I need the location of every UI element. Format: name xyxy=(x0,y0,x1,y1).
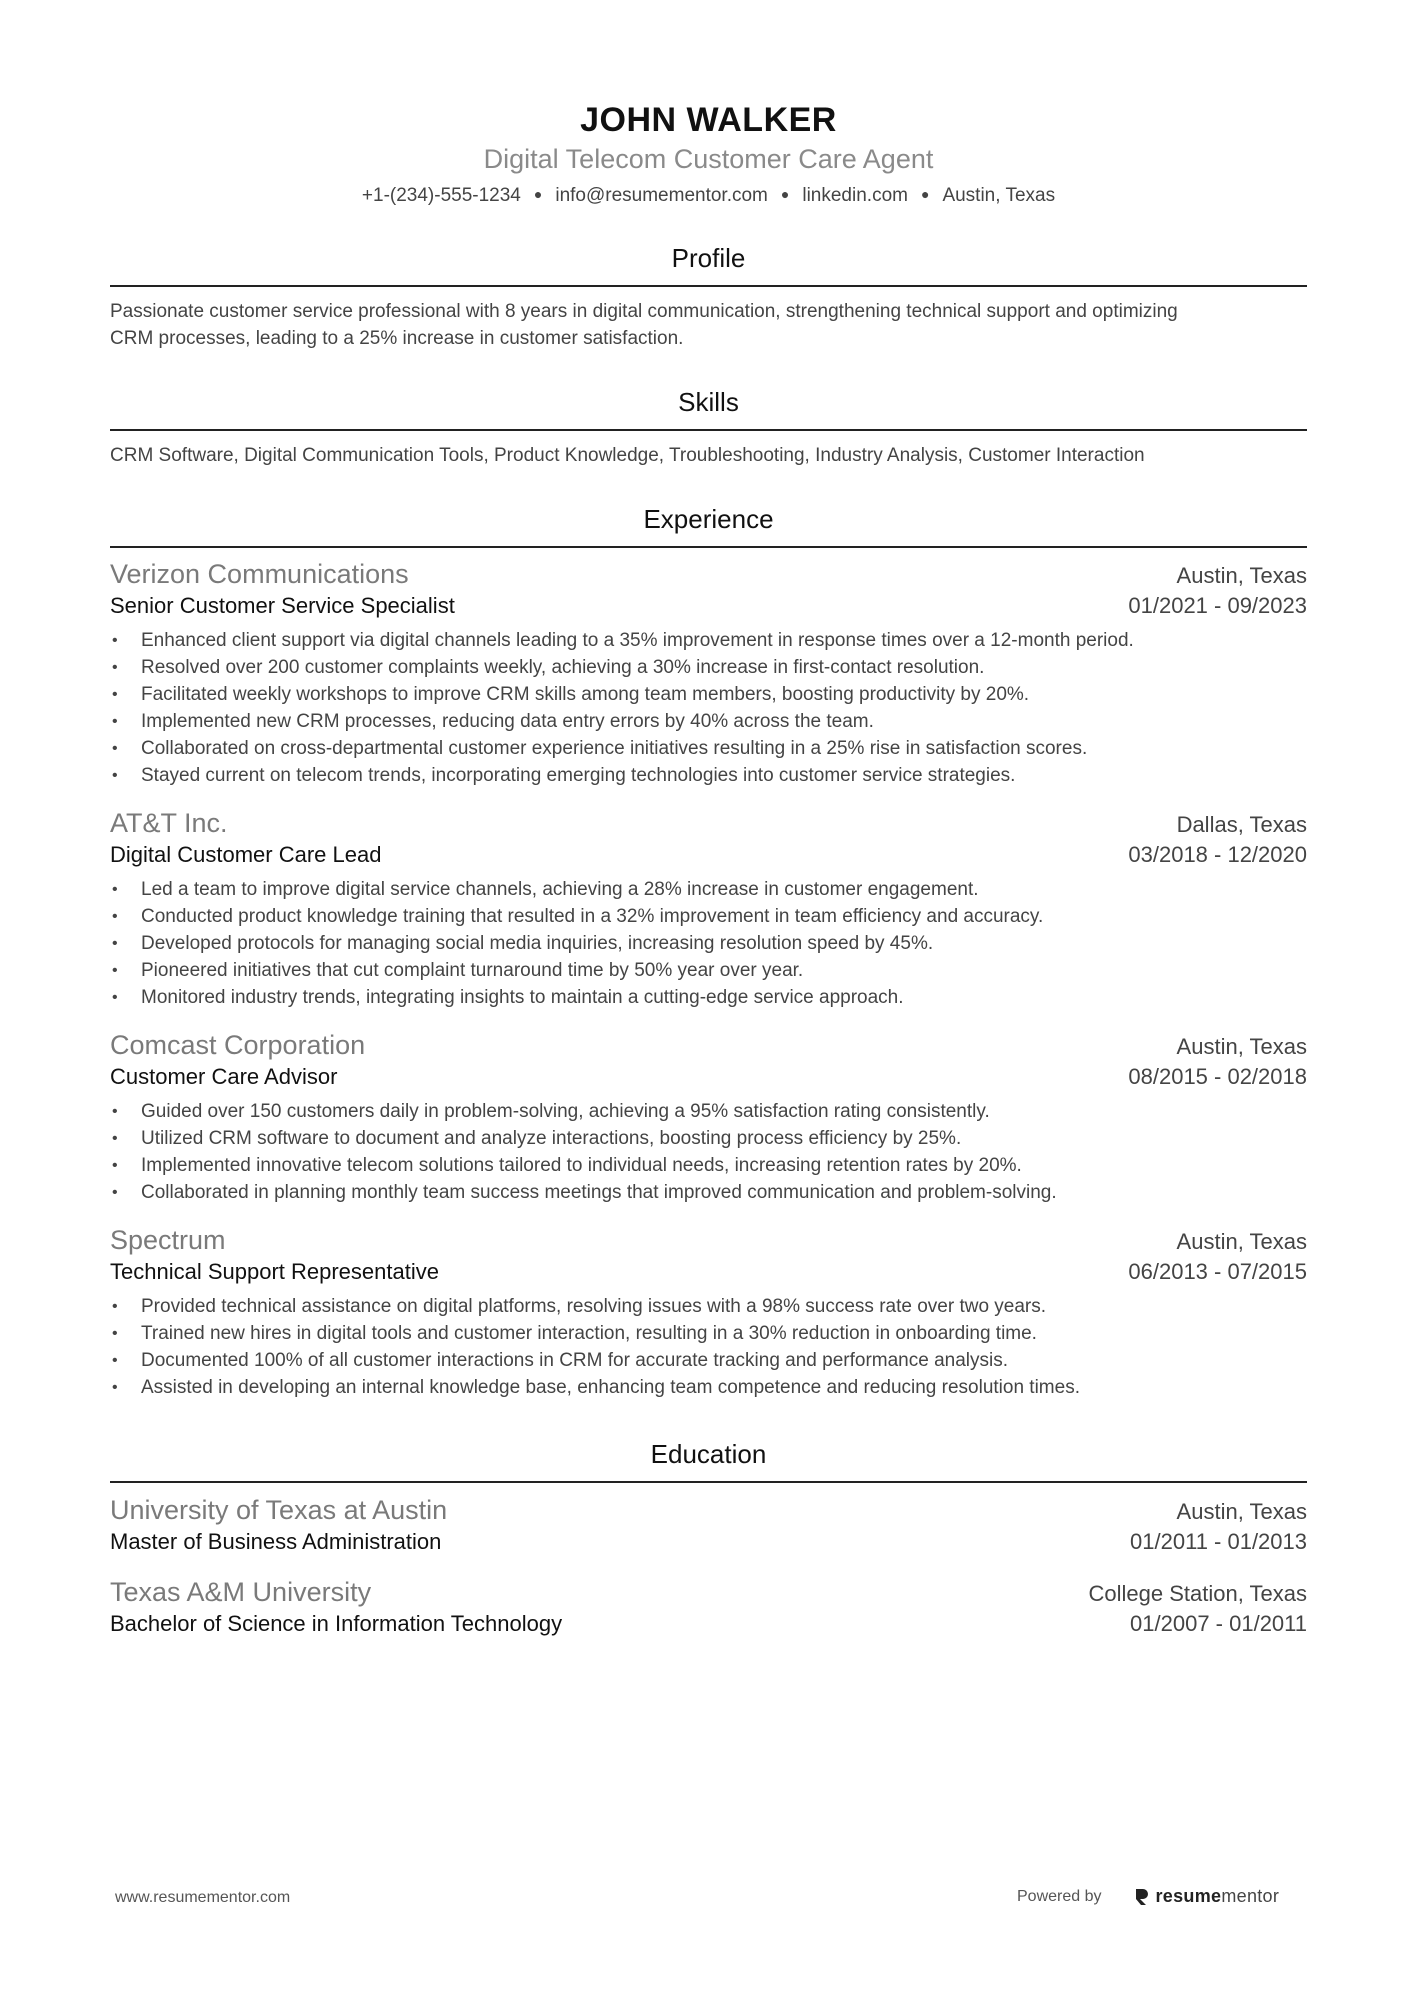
footer-website[interactable]: www.resumementor.com xyxy=(115,1889,291,1906)
contact-email[interactable]: info@resumementor.com xyxy=(555,185,768,206)
bullet-item: • Facilitated weekly workshops to improve CRM skills among team members, boosting productivity by 20%. xyxy=(110,681,1307,708)
section-divider xyxy=(110,429,1307,431)
bullet-item: • Implemented innovative telecom solutions tailored to individual needs, increasing retention rates by 20%. xyxy=(110,1152,1307,1179)
job-header xyxy=(110,1028,1307,1062)
education-entry xyxy=(110,1493,1307,1557)
job-role: Customer Care Advisor xyxy=(110,1064,338,1089)
job-subheader xyxy=(110,840,1307,870)
job-dates: 01/2021 - 09/2023 xyxy=(1128,593,1307,618)
job-location: Austin, Texas xyxy=(1176,1034,1307,1059)
education-degree: Master of Business Administration xyxy=(110,1529,442,1554)
bullet-item: • Trained new hires in digital tools and customer interaction, resulting in a 30% reduction in onboarding time. xyxy=(110,1320,1307,1347)
contact-location: Austin, Texas xyxy=(942,185,1056,206)
resume-header xyxy=(110,0,1307,210)
job-subheader xyxy=(110,1062,1307,1092)
job-bullets xyxy=(110,627,1307,789)
job-entry xyxy=(110,557,1307,789)
job-role: Technical Support Representative xyxy=(110,1259,439,1284)
profile-line: Passionate customer service professional with 8 years in digital communication, strengthening technical support and optimizing xyxy=(110,301,1178,322)
brand-name-light: mentor xyxy=(1221,1886,1280,1906)
section-divider xyxy=(110,285,1307,287)
job-role: Digital Customer Care Lead xyxy=(110,842,382,867)
job-dates: 03/2018 - 12/2020 xyxy=(1128,842,1307,867)
separator-dot: ● xyxy=(533,186,543,202)
education-degree: Bachelor of Science in Information Technology xyxy=(110,1611,563,1636)
education-subheader xyxy=(110,1609,1307,1639)
job-company: Comcast Corporation xyxy=(110,1030,366,1060)
job-bullets xyxy=(110,1098,1307,1206)
job-bullets xyxy=(110,876,1307,1011)
job-company: AT&T Inc. xyxy=(110,808,228,838)
education-school: Texas A&M University xyxy=(110,1577,372,1607)
job-header xyxy=(110,557,1307,591)
education-section xyxy=(110,1437,1307,1639)
job-entry xyxy=(110,806,1307,1011)
education-entry xyxy=(110,1575,1307,1639)
resume-page xyxy=(110,0,1307,1639)
bullet-item: • Collaborated on cross-departmental customer experience initiatives resulting in a 25% rise in satisfaction scores. xyxy=(110,735,1307,762)
job-location: Austin, Texas xyxy=(1176,1229,1307,1254)
education-header xyxy=(110,1493,1307,1527)
bullet-item: • Implemented new CRM processes, reducing data entry errors by 40% across the team. xyxy=(110,708,1307,735)
job-header xyxy=(110,806,1307,840)
bullet-item: • Pioneered initiatives that cut complaint turnaround time by 50% year over year. xyxy=(110,957,1307,984)
brand-logo[interactable] xyxy=(1134,1886,1280,1907)
education-location: Austin, Texas xyxy=(1176,1499,1307,1524)
contact-phone: +1-(234)-555-1234 xyxy=(361,185,521,206)
section-divider xyxy=(110,546,1307,548)
footer-branding xyxy=(1017,1886,1279,1907)
job-role: Senior Customer Service Specialist xyxy=(110,593,455,618)
profile-text xyxy=(110,298,1307,352)
experience-section xyxy=(110,502,1307,1401)
brand-name-bold: resume xyxy=(1155,1886,1222,1906)
separator-dot: ● xyxy=(920,186,930,202)
experience-heading: Experience xyxy=(643,504,774,534)
bullet-item: • Stayed current on telecom trends, incorporating emerging technologies into customer service strategies. xyxy=(110,762,1307,789)
resumementor-logo-icon xyxy=(1134,1887,1150,1907)
separator-dot: ● xyxy=(780,186,790,202)
bullet-item: • Led a team to improve digital service channels, achieving a 28% increase in customer engagement. xyxy=(110,876,1307,903)
job-entry xyxy=(110,1223,1307,1401)
bullet-item: • Resolved over 200 customer complaints weekly, achieving a 30% increase in first-contact resolution. xyxy=(110,654,1307,681)
bullet-item: • Utilized CRM software to document and analyze interactions, boosting process efficiency by 25%. xyxy=(110,1125,1307,1152)
job-dates: 06/2013 - 07/2015 xyxy=(1128,1259,1307,1284)
bullet-item: • Conducted product knowledge training that resulted in a 32% improvement in team efficiency and accuracy. xyxy=(110,903,1307,930)
education-dates: 01/2007 - 01/2011 xyxy=(1130,1611,1307,1636)
bullet-item: • Documented 100% of all customer interactions in CRM for accurate tracking and performance analysis. xyxy=(110,1347,1307,1374)
education-dates: 01/2011 - 01/2013 xyxy=(1130,1529,1307,1554)
bullet-item: • Provided technical assistance on digital platforms, resolving issues with a 98% success rate over two years. xyxy=(110,1293,1307,1320)
contact-line xyxy=(110,180,1307,210)
education-location: College Station, Texas xyxy=(1088,1581,1307,1606)
bullet-item: • Enhanced client support via digital channels leading to a 35% improvement in response times over a 12-month period. xyxy=(110,627,1307,654)
bullet-item: • Collaborated in planning monthly team success meetings that improved communication and problem-solving. xyxy=(110,1179,1307,1206)
powered-by-label: Powered by xyxy=(1017,1887,1102,1905)
education-header xyxy=(110,1575,1307,1609)
job-location: Dallas, Texas xyxy=(1176,812,1307,837)
job-subheader xyxy=(110,591,1307,621)
profile-section xyxy=(110,241,1307,352)
candidate-title: Digital Telecom Customer Care Agent xyxy=(483,144,934,174)
section-divider xyxy=(110,1481,1307,1483)
skills-text: CRM Software, Digital Communication Tools, Product Knowledge, Troubleshooting, Industry Analysis, Customer Interaction xyxy=(110,445,1145,466)
job-company: Spectrum xyxy=(110,1225,226,1255)
profile-heading: Profile xyxy=(671,243,746,273)
bullet-item: • Monitored industry trends, integrating insights to maintain a cutting-edge service approach. xyxy=(110,984,1307,1011)
education-school: University of Texas at Austin xyxy=(110,1495,448,1525)
job-header xyxy=(110,1223,1307,1257)
candidate-name: JOHN WALKER xyxy=(580,101,837,139)
skills-heading: Skills xyxy=(678,387,739,417)
bullet-item: • Guided over 150 customers daily in problem-solving, achieving a 95% satisfaction rating consistently. xyxy=(110,1098,1307,1125)
job-bullets xyxy=(110,1293,1307,1401)
job-subheader xyxy=(110,1257,1307,1287)
job-company: Verizon Communications xyxy=(110,559,409,589)
job-dates: 08/2015 - 02/2018 xyxy=(1128,1064,1307,1089)
bullet-item: • Developed protocols for managing social media inquiries, increasing resolution speed by 45%. xyxy=(110,930,1307,957)
contact-linkedin[interactable]: linkedin.com xyxy=(802,185,908,206)
profile-line: CRM processes, leading to a 25% increase in customer satisfaction. xyxy=(110,328,684,349)
education-heading: Education xyxy=(650,1439,767,1469)
job-location: Austin, Texas xyxy=(1176,563,1307,588)
bullet-item: • Assisted in developing an internal knowledge base, enhancing team competence and reducing resolution times. xyxy=(110,1374,1307,1401)
job-entry xyxy=(110,1028,1307,1206)
skills-section xyxy=(110,385,1307,469)
education-subheader xyxy=(110,1527,1307,1557)
